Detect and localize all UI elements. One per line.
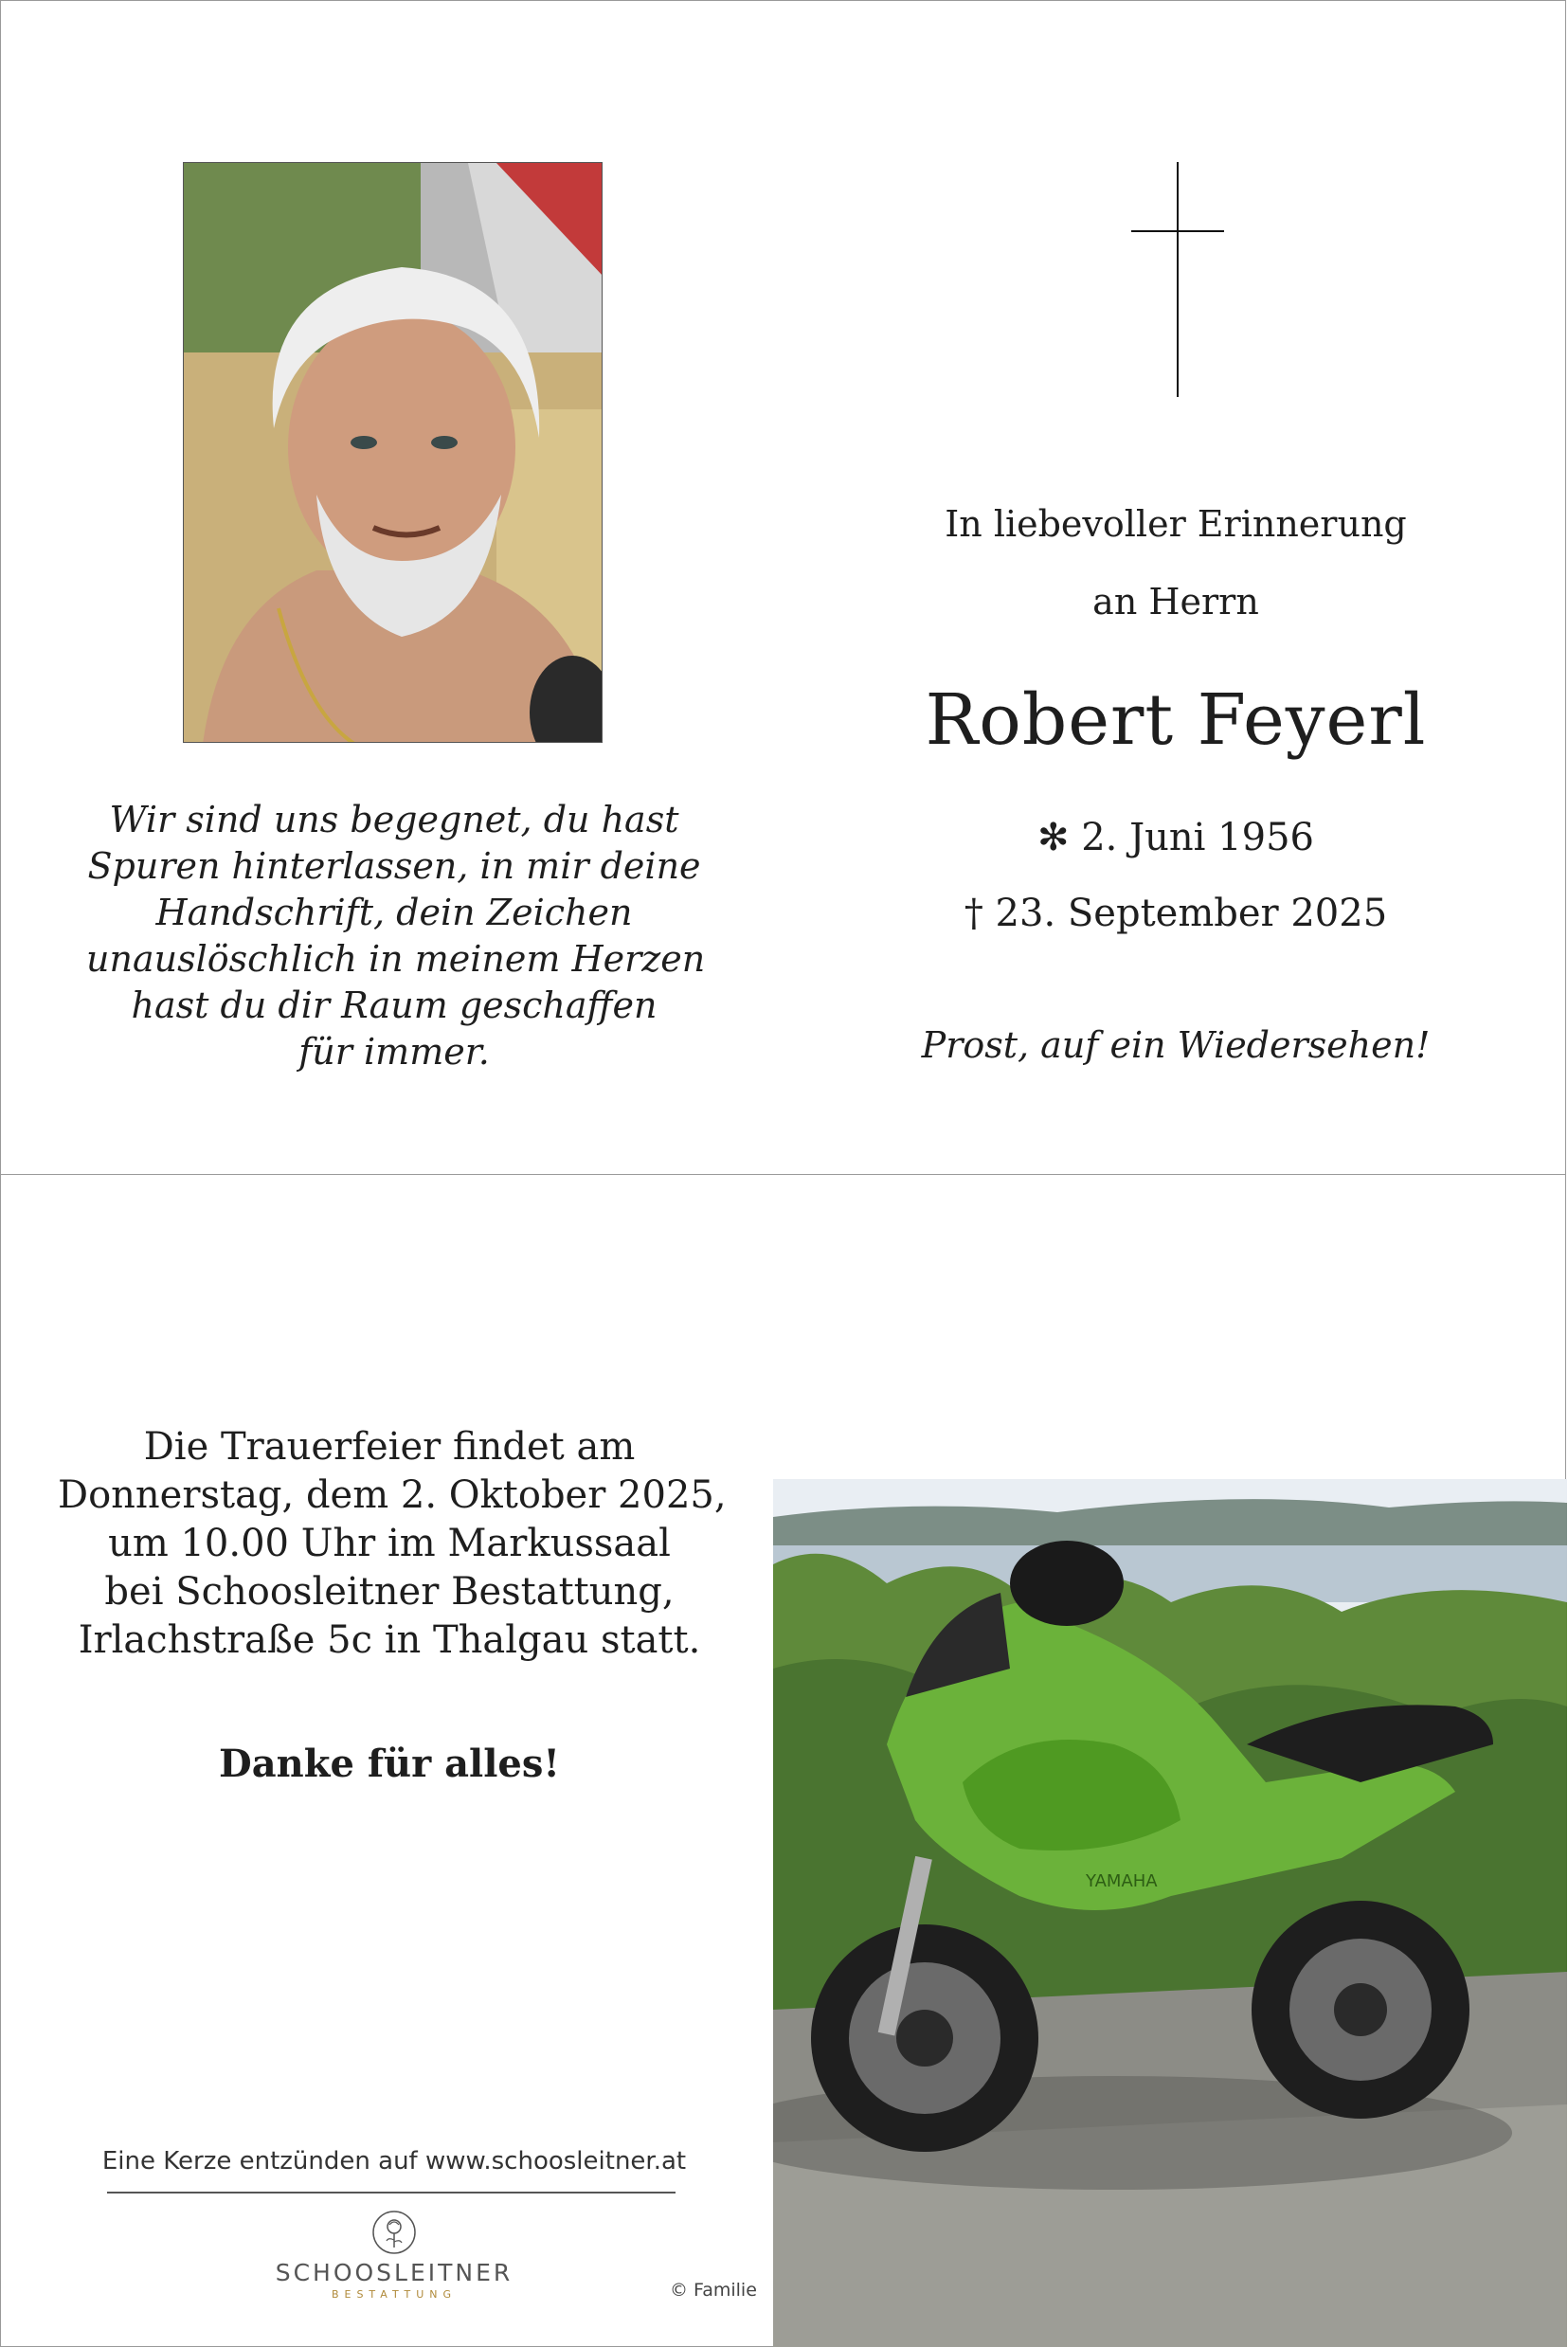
funeral-home-logo xyxy=(266,2210,522,2301)
cross-icon xyxy=(1131,162,1224,397)
portrait-photo xyxy=(183,162,603,743)
service-info xyxy=(58,1423,727,1665)
deceased-name: Robert Feyerl xyxy=(925,679,1427,761)
thanks-text: Danke für alles! xyxy=(219,1742,560,1786)
logo-name: SCHOOSLEITNER xyxy=(275,2259,514,2286)
poem-line: Spuren hinterlassen, in mir deine xyxy=(87,845,701,887)
death-date: † 23. September 2025 xyxy=(964,892,1388,935)
poem-line: für immer. xyxy=(298,1031,490,1073)
intro-line-1: In liebevoller Erinnerung xyxy=(945,503,1407,545)
back-card xyxy=(0,1174,1566,2347)
divider xyxy=(107,2192,676,2194)
logo-subtitle: BESTATTUNG xyxy=(331,2288,458,2301)
poem-line: unauslöschlich in meinem Herzen xyxy=(86,938,706,980)
poem-line: Handschrift, dein Zeichen xyxy=(155,892,633,933)
service-line: bei Schoosleitner Bestattung, xyxy=(104,1570,675,1614)
service-line: um 10.00 Uhr im Markussaal xyxy=(108,1522,671,1565)
birth-date: ✻ 2. Juni 1956 xyxy=(1037,816,1314,859)
candle-link-text[interactable]: Eine Kerze entzünden auf www.schoosleitner.at xyxy=(101,2147,687,2175)
poem xyxy=(86,797,706,1075)
motorbike-brand: YAMAHA xyxy=(1086,1871,1158,1891)
service-line: Donnerstag, dem 2. Oktober 2025, xyxy=(58,1473,727,1517)
motorbike-photo xyxy=(773,1479,1567,2347)
poem-line: Wir sind uns begegnet, du hast xyxy=(109,799,679,840)
intro-line-2: an Herrn xyxy=(1092,581,1259,623)
poem-line: hast du dir Raum geschaffen xyxy=(131,984,658,1026)
service-line: Irlachstraße 5c in Thalgau statt. xyxy=(78,1618,701,1662)
rose-icon xyxy=(371,2210,417,2255)
service-line: Die Trauerfeier findet am xyxy=(143,1425,636,1469)
photo-credit: © Familie xyxy=(670,2280,757,2301)
farewell-text: Prost, auf ein Wiedersehen! xyxy=(921,1024,1431,1066)
